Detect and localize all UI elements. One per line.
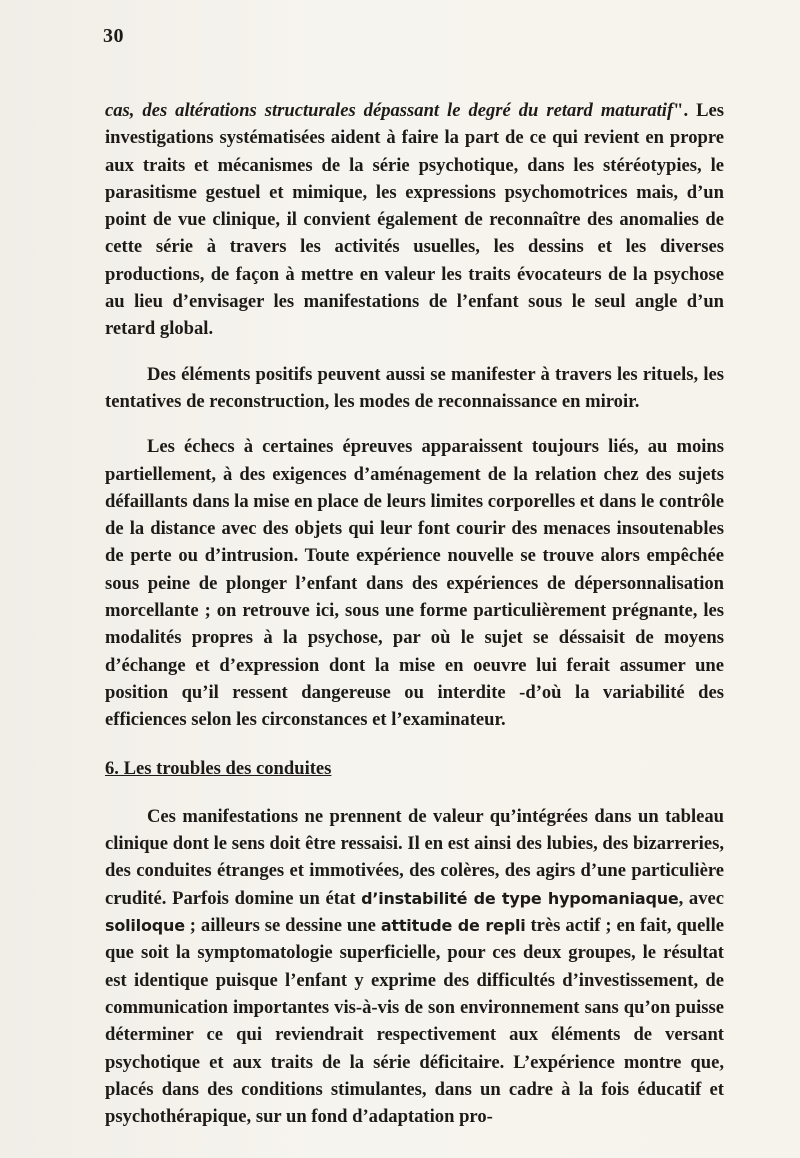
text-segment: , avec [678, 887, 725, 909]
paragraph-conduct-disorders [105, 803, 724, 1131]
paragraph-positive-elements: Des éléments positifs peuvent aussi se manifester à travers les rituels, les tentatives de reconstruction, les modes de reconnaissance en miroir. [105, 363, 724, 412]
body-text [105, 97, 724, 1130]
emphasis-instability: d’instabilité de type hypomaniaque [361, 888, 679, 908]
paragraph-continuation [105, 97, 724, 343]
text-segment: très actif ; en fait, quelle que soit la symptomatologie superficielle, pour ces deux groupes, le résultat est identique puisque l’enfant y exprime des difficultés d’investissement, de communication importantes vis-à-vis de son environnement sans qu’on puisse déterminer ce qui reviendrait respectivement aux éléments de versant psychotique et aux traits de la série déficitaire. L’expérience montre que, placés dans des conditions stimulantes, dans un cadre à la fois éducatif et psychothérapique, sur un fond d’adaptation pro- [105, 915, 724, 1128]
page-number: 30 [103, 25, 124, 47]
emphasis-soliloque: soliloque [105, 916, 185, 936]
section-heading: 6. Les troubles des conduites [105, 757, 332, 779]
text-segment: Ces manifestations ne prennent de valeur qu’intégrées dans un tableau clinique dont le sens doit être ressaisi. Il en est ainsi des lubies, des bizarreries, des conduites étranges et immotivées, des colères, des agirs d’une particulière crudité. Parfois domine un état [105, 805, 724, 909]
paragraph-failures: Les échecs à certaines épreuves apparaissent toujours liés, au moins partiellement, à des exigences d’aménagement de la relation chez des sujets défaillants dans la mise en place de leurs limites corporelles et dans le contrôle de la distance avec des objets qui leur font courir des menaces insoutenables de perte ou d’intrusion. Toute expérience nouvelle se trouve alors empêchée sous peine de plonger l’enfant dans des expériences de dépersonnalisation morcellante ; on retrouve ici, sous une forme particulièrement prégnante, les modalités propres à la psychose, par où le sujet se déssaisit de moyens d’échange et d’expression dont la mise en oeuvre lui ferait assumer une position qu’il ressent dangereuse ou interdite -d’où la variabilité des efficiences selon les circonstances et l’examinateur. [105, 436, 724, 731]
emphasis-withdrawal: attitude de repli [380, 916, 526, 936]
text-segment: ; ailleurs se dessine une [184, 915, 381, 937]
paragraph-continuation-text: ". Les investigations systématisées aident à faire la part de ce qui revient en propre aux traits et mécanismes de la série psychotique, dans les stéréotypies, le parasitisme gestuel et mimique, les expressions psychomotrices mais, d’un point de vue clinique, il convient également de reconnaître des anomalies de cette série à travers les activités usuelles, les dessins et les diverses productions, de façon à mettre en valeur les traits évocateurs de la psychose au lieu d’envisager les manifestations de l’enfant sous le seul angle d’un retard global. [105, 100, 724, 340]
italic-lead: cas, des altérations structurales dépassant le degré du retard maturatif [105, 100, 674, 121]
